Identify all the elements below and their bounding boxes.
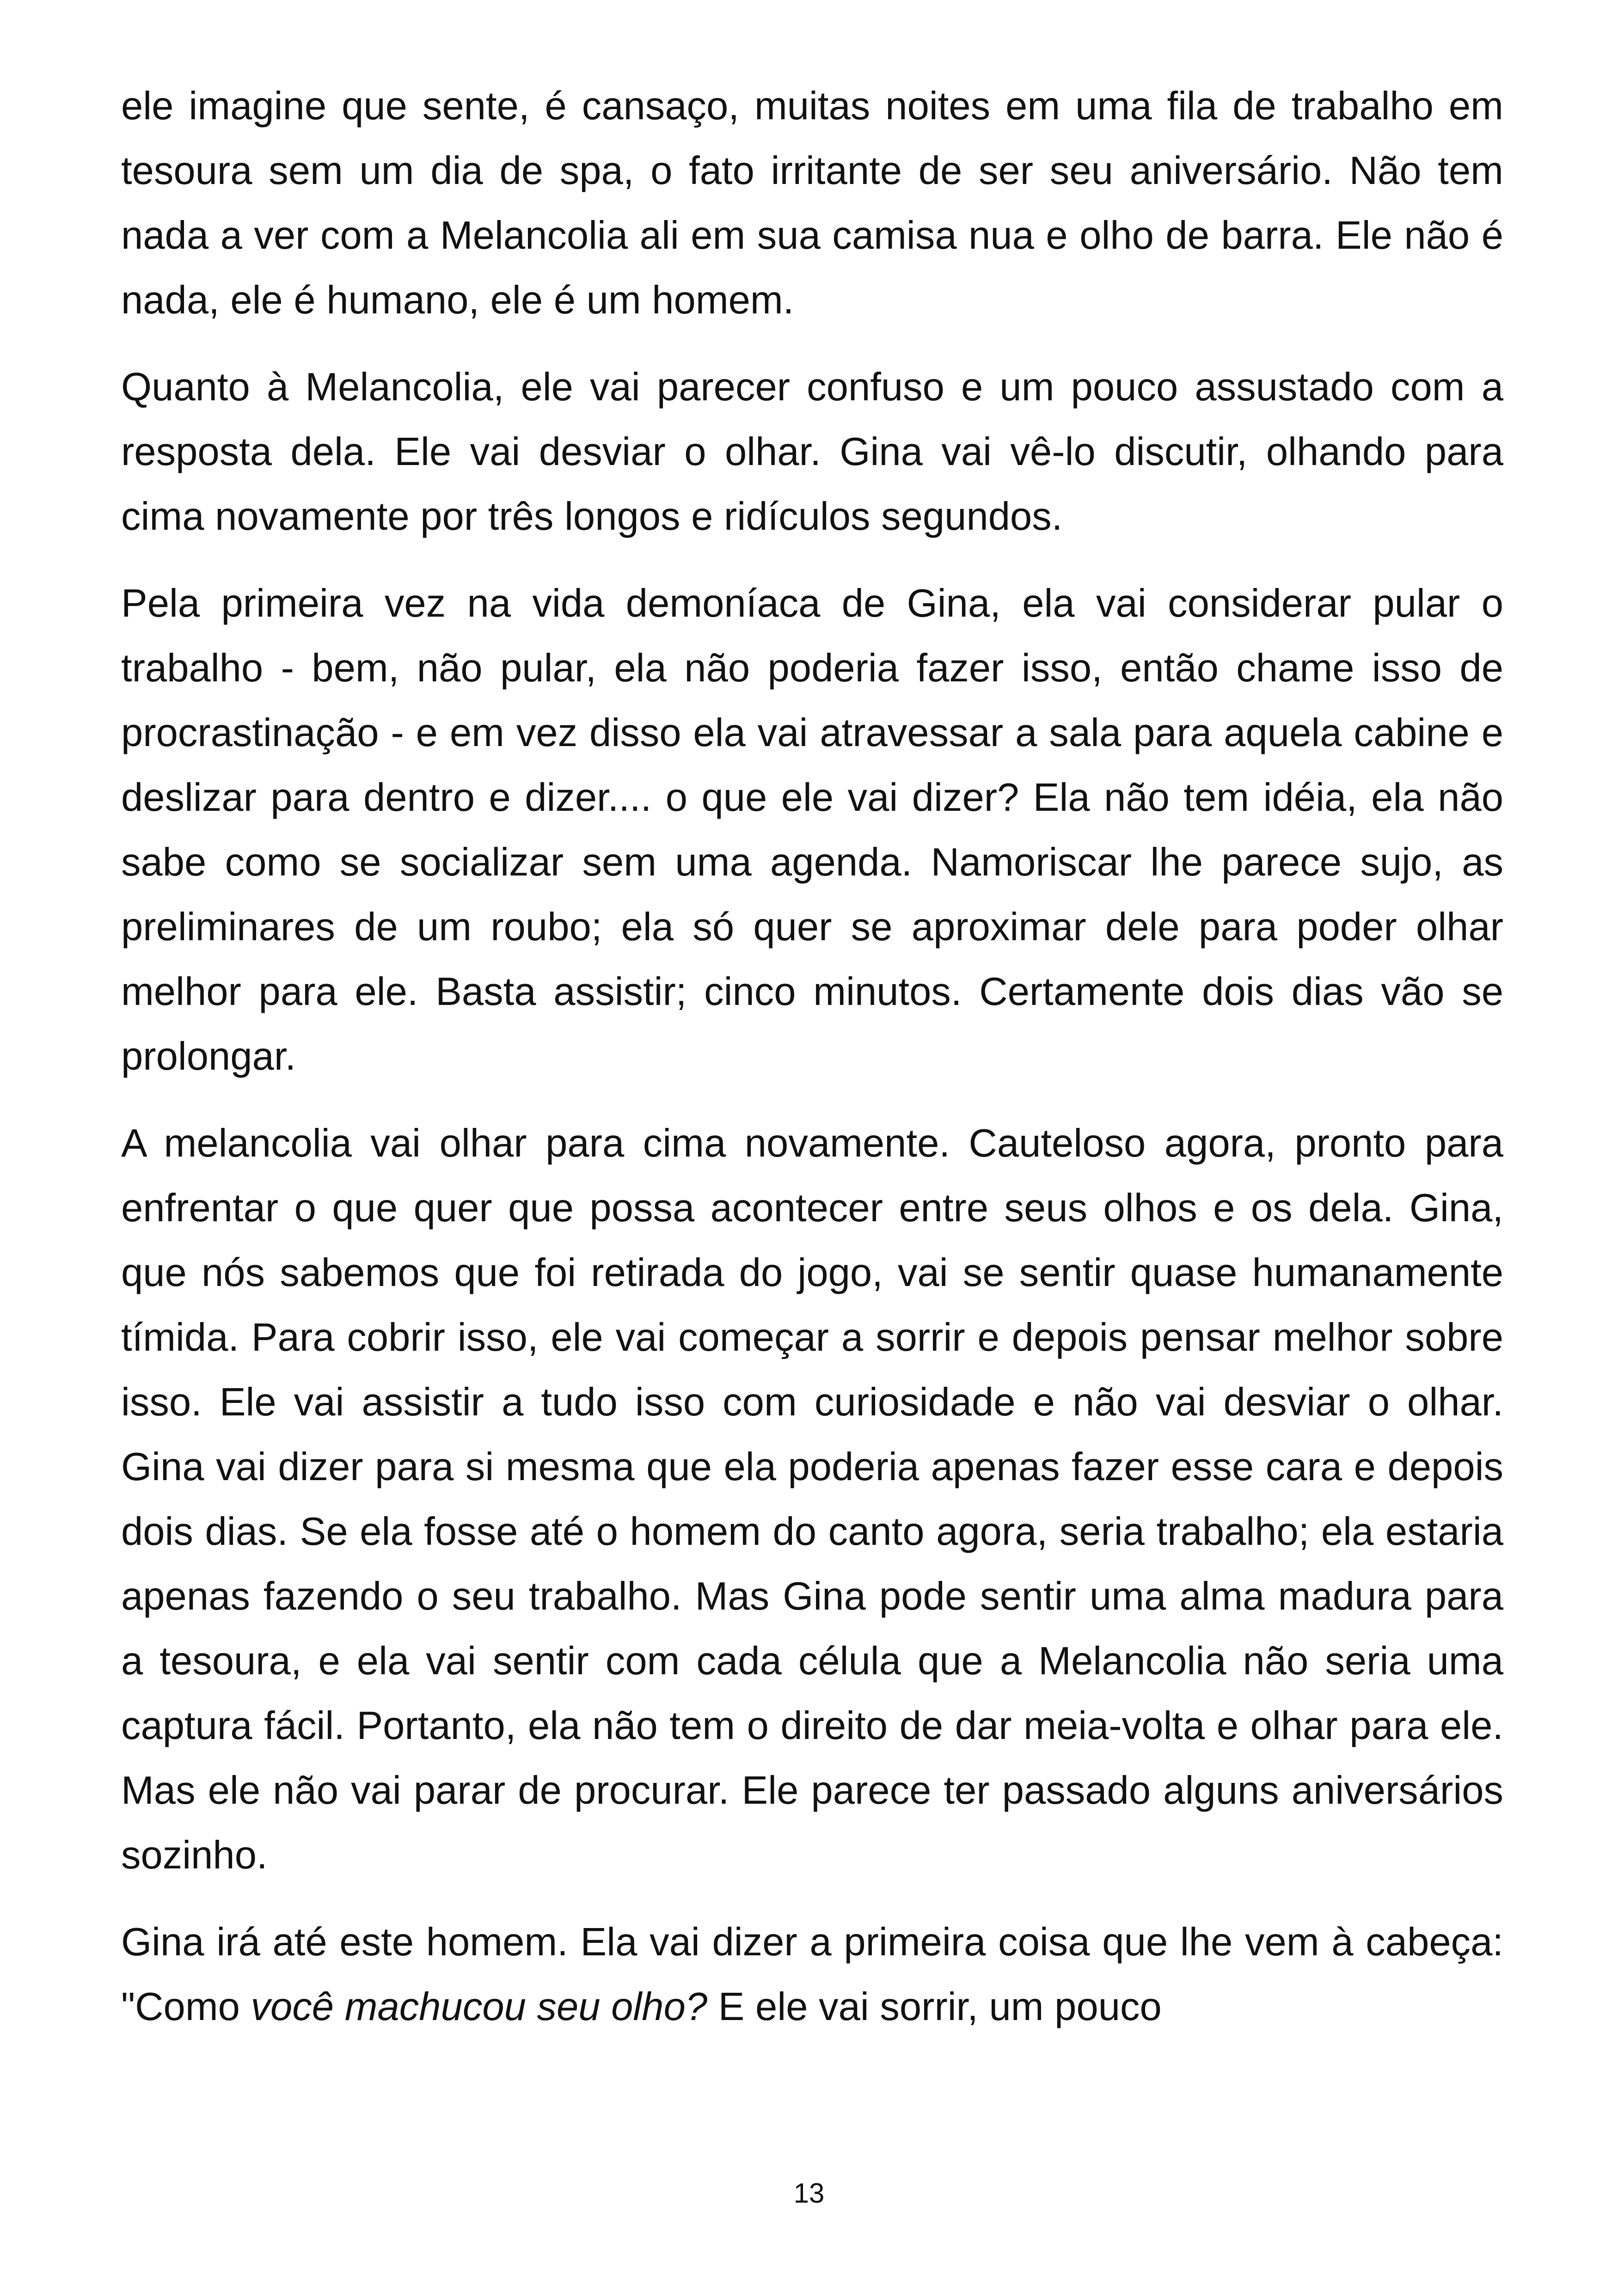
page-number: 13	[793, 2178, 825, 2209]
paragraph-5-text-start: Gina irá até este homem. Ela vai dizer a primeira coisa que lhe vem à cabeça: "Como	[121, 1920, 1503, 2029]
paragraph-5	[121, 1910, 1503, 2039]
paragraph-1: ele imagine que sente, é cansaço, muitas noites em uma fila de trabalho em tesoura sem um dia de spa, o fato irritante de ser seu aniversário. Não tem nada a ver com a Melancolia ali em sua camisa nua e olho de barra. Ele não é nada, ele é humano, ele é um homem.	[121, 84, 1503, 322]
paragraph-5-italic-question: você machucou seu olho?	[251, 1985, 708, 2029]
paragraph-5-text-end: E ele vai sorrir, um pouco	[707, 1985, 1162, 2029]
paragraph-2: Quanto à Melancolia, ele vai parecer confuso e um pouco assustado com a resposta dela. Ele vai desviar o olhar. Gina vai vê-lo discutir, olhando para cima novamente por três longos e ridículos segundos.	[121, 365, 1503, 539]
paragraph-4: A melancolia vai olhar para cima novamente. Cauteloso agora, pronto para enfrentar o que quer que possa acontecer entre seus olhos e os dela. Gina, que nós sabemos que foi retirada do jogo, vai se sentir quase humanamente tímida. Para cobrir isso, ele vai começar a sorrir e depois pensar melhor sobre isso. Ele vai assistir a tudo isso com curiosidade e não vai desviar o olhar. Gina vai dizer para si mesma que ela poderia apenas fazer esse cara e depois dois dias. Se ela fosse até o homem do canto agora, seria trabalho; ela estaria apenas fazendo o seu trabalho. Mas Gina pode sentir uma alma madura para a tesoura, e ela vai sentir com cada célula que a Melancolia não seria uma captura fácil. Portanto, ela não tem o direito de dar meia-volta e olhar para ele. Mas ele não vai parar de procurar. Ele parece ter passado alguns aniversários sozinho.	[121, 1121, 1503, 1877]
paragraph-3: Pela primeira vez na vida demoníaca de Gina, ela vai considerar pular o trabalho - bem, não pular, ela não poderia fazer isso, então chame isso de procrastinação - e em vez disso ela vai atravessar a sala para aquela cabine e deslizar para dentro e dizer.... o que ele vai dizer? Ela não tem idéia, ela não sabe como se socializar sem uma agenda. Namoriscar lhe parece sujo, as preliminares de um roubo; ela só quer se aproximar dele para poder olhar melhor para ele. Basta assistir; cinco minutos. Certamente dois dias vão se prolongar.	[121, 582, 1503, 1078]
body-text	[121, 74, 1503, 2062]
